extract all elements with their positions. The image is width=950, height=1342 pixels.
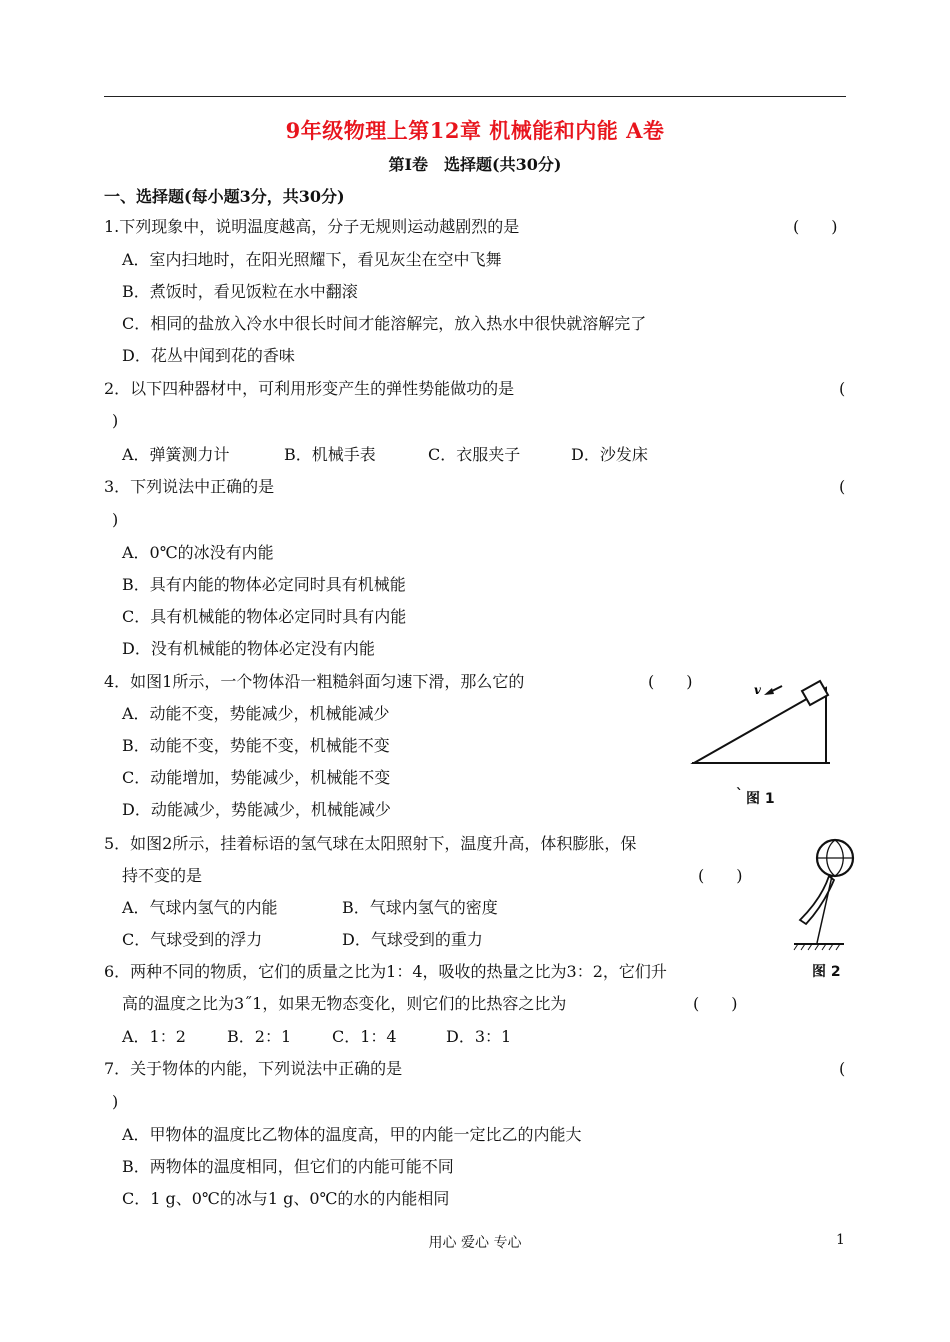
question-4-option-b: B．动能不变，势能不变，机械能不变 <box>122 736 390 755</box>
question-4-answer-paren: ( ) <box>648 672 693 691</box>
question-2-option-c: C．衣服夹子 <box>428 445 521 464</box>
question-2-option-d: D．沙发床 <box>571 445 648 464</box>
question-3-paren-open: ( <box>839 477 846 496</box>
question-2-stem: 2．以下四种器材中，可利用形变产生的弹性势能做功的是 <box>104 379 515 398</box>
question-7-option-c: C．1 g、0℃的冰与1 g、0℃的水的内能相同 <box>122 1189 450 1208</box>
question-5-stem-cont: 持不变的是 <box>122 866 203 885</box>
question-6-option-c: C．1：4 <box>332 1027 397 1046</box>
question-3-paren-close: ) <box>112 510 119 529</box>
question-3-option-d: D．没有机械能的物体必定没有内能 <box>122 639 375 658</box>
top-rule <box>104 96 846 97</box>
section-heading: 一、选择题(每小题3分，共30分) <box>104 187 345 206</box>
page-footer: 用心 爱心 专心 <box>428 1235 522 1251</box>
figure-1-mark: ` <box>736 787 743 803</box>
question-3-option-b: B．具有内能的物体必定同时具有机械能 <box>122 575 406 594</box>
question-7-paren-close: ) <box>112 1092 119 1111</box>
figure-1-incline-diagram <box>688 664 834 768</box>
question-2-option-a: A．弹簧测力计 <box>122 445 230 464</box>
question-3-stem: 3．下列说法中正确的是 <box>104 477 275 496</box>
question-7-stem: 7．关于物体的内能，下列说法中正确的是 <box>104 1059 403 1078</box>
question-4-stem: 4．如图1所示，一个物体沿一粗糙斜面匀速下滑，那么它的 <box>104 672 525 691</box>
question-1-option-a: A．室内扫地时，在阳光照耀下，看见灰尘在空中飞舞 <box>122 250 502 269</box>
question-5-option-c: C．气球受到的浮力 <box>122 930 263 949</box>
question-7-option-a: A．甲物体的温度比乙物体的温度高，甲的内能一定比乙的内能大 <box>122 1125 582 1144</box>
question-1-option-d: D．花丛中闻到花的香味 <box>122 346 295 365</box>
question-7-option-b: B．两物体的温度相同，但它们的内能可能不同 <box>122 1157 454 1176</box>
question-4-option-d: D．动能减少，势能减少，机械能减少 <box>122 800 391 819</box>
question-3-option-c: C．具有机械能的物体必定同时具有内能 <box>122 607 407 626</box>
question-6-option-a: A．1：2 <box>122 1027 186 1046</box>
question-1-option-b: B．煮饭时，看见饭粒在水中翻滚 <box>122 282 358 301</box>
question-4-option-a: A．动能不变，势能减少，机械能减少 <box>122 704 390 723</box>
question-6-stem-cont: 高的温度之比为3˝1，如果无物态变化，则它们的比热容之比为 <box>122 994 567 1013</box>
question-1-option-c: C．相同的盐放入冷水中很长时间才能溶解完，放入热水中很快就溶解完了 <box>122 314 647 333</box>
question-6-answer-paren: ( ) <box>693 994 738 1013</box>
question-5-option-b: B．气球内氢气的密度 <box>342 898 498 917</box>
question-7-paren-open: ( <box>839 1059 846 1078</box>
question-5-stem: 5．如图2所示，挂着标语的氢气球在太阳照射下，温度升高，体积膨胀，保 <box>104 834 637 853</box>
velocity-label: v <box>754 683 761 697</box>
page-number: 1 <box>836 1232 845 1248</box>
page-subtitle: 第Ⅰ卷 选择题(共30分) <box>388 155 562 174</box>
page-title: 9年级物理上第12章 机械能和内能 A卷 <box>285 118 665 143</box>
question-2-paren-open: ( <box>839 379 846 398</box>
velocity-arrowhead <box>764 688 774 695</box>
banner <box>800 876 834 924</box>
question-1-answer-paren: ( ) <box>793 217 838 236</box>
question-2-option-b: B．机械手表 <box>284 445 376 464</box>
question-6-stem: 6．两种不同的物质，它们的质量之比为1：4，吸收的热量之比为3：2，它们升 <box>104 962 667 981</box>
question-5-option-d: D．气球受到的重力 <box>342 930 483 949</box>
question-6-option-d: D．3：1 <box>446 1027 512 1046</box>
figure-1-label: 图 1 <box>746 791 775 807</box>
question-4-option-c: C．动能增加，势能减少，机械能不变 <box>122 768 391 787</box>
question-6-option-b: B．2：1 <box>227 1027 292 1046</box>
question-3-option-a: A．0℃的冰没有内能 <box>122 543 274 562</box>
question-1-stem: 1.下列现象中，说明温度越高，分子无规则运动越剧烈的是 <box>104 217 520 236</box>
figure-2-label: 图 2 <box>812 964 841 980</box>
question-5-answer-paren: ( ) <box>698 866 743 885</box>
figure-2-balloon-diagram <box>790 836 860 956</box>
question-2-paren-close: ) <box>112 411 119 430</box>
sliding-block <box>802 681 828 705</box>
question-5-option-a: A．气球内氢气的内能 <box>122 898 278 917</box>
